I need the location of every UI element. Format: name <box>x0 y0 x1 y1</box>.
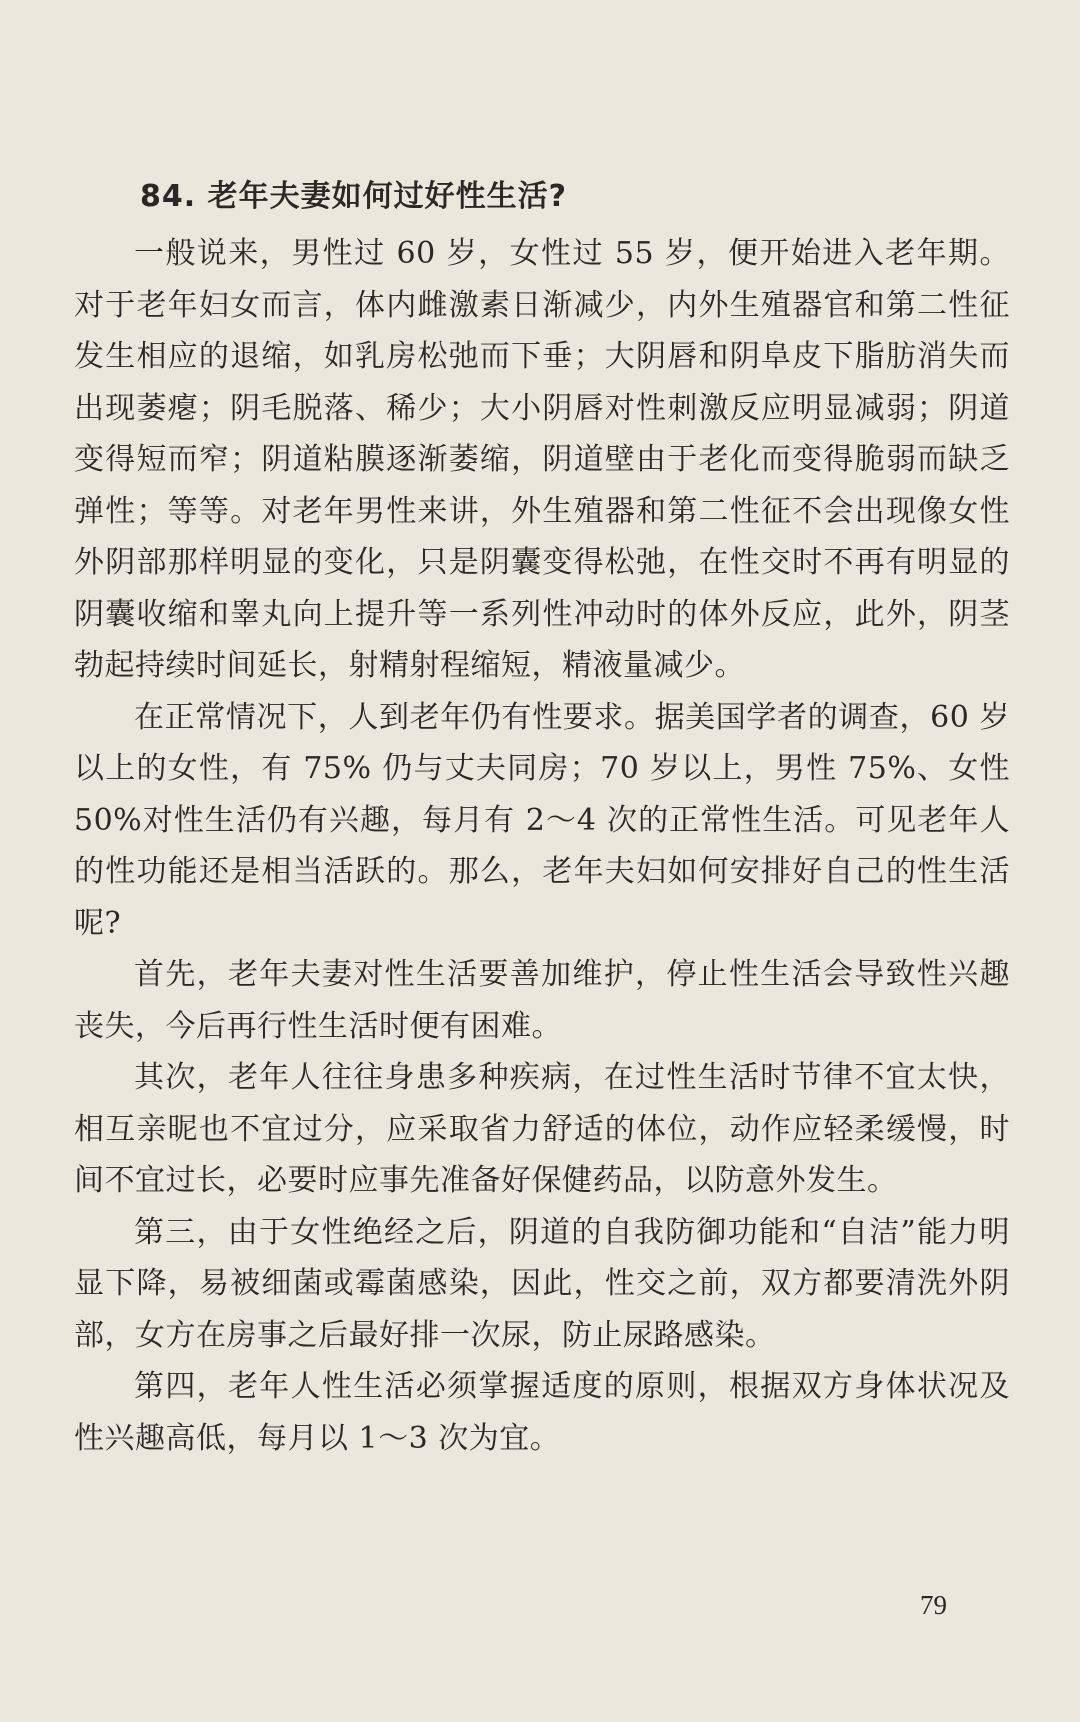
paragraph-6: 第四，老年人性生活必须掌握适度的原则，根据双方身体状况及性兴趣高低，每月以 1～3 次为宜。 <box>74 1369 1010 1456</box>
paragraph-5: 第三，由于女性绝经之后，阴道的自我防御功能和“自洁”能力明显下降，易被细菌或霉菌感染，因此，性交之前，双方都要清洗外阴部，女方在房事之后最好排一次尿，防止尿路感染。 <box>74 1214 1010 1353</box>
paragraph-2: 在正常情况下，人到老年仍有性要求。据美国学者的调查，60 岁以上的女性，有 75% 仍与丈夫同房；70 岁以上，男性 75%、女性 50%对性生活仍有兴趣，每月有 2～4 次的正常性生活。可见老年人的性功能还是相当活跃的。那么，老年夫妇如何安排好自己的性生活呢? <box>74 699 1010 941</box>
paragraph-1: 一般说来，男性过 60 岁，女性过 55 岁，便开始进入老年期。对于老年妇女而言，体内雌激素日渐减少，内外生殖器官和第二性征发生相应的退缩，如乳房松弛而下垂；大阴唇和阴阜皮下脂肪消失而出现萎瘪；阴毛脱落、稀少；大小阴唇对性刺激反应明显减弱；阴道变得短而窄；阴道粘膜逐渐萎缩，阴道壁由于老化而变得脆弱而缺乏弹性；等等。对老年男性来讲，外生殖器和第二性征不会出现像女性外阴部那样明显的变化，只是阴囊变得松弛，在性交时不再有明显的阴囊收缩和睾丸向上提升等一系列性冲动时的体外反应，此外，阴茎勃起持续时间延长，射精射程缩短，精液量减少。 <box>74 236 1010 683</box>
section-heading: 84. 老年夫妻如何过好性生活? <box>140 179 567 214</box>
paragraph-3: 首先，老年夫妻对性生活要善加维护，停止性生活会导致性兴趣丧失，今后再行性生活时便有困难。 <box>74 957 1010 1044</box>
page-content <box>74 172 1010 1464</box>
page-number: 79 <box>920 1590 947 1620</box>
paragraph-4: 其次，老年人往往身患多种疾病，在过性生活时节律不宜太快，相互亲昵也不宜过分，应采取省力舒适的体位，动作应轻柔缓慢，时间不宜过长，必要时应事先准备好保健药品，以防意外发生。 <box>74 1060 1010 1198</box>
